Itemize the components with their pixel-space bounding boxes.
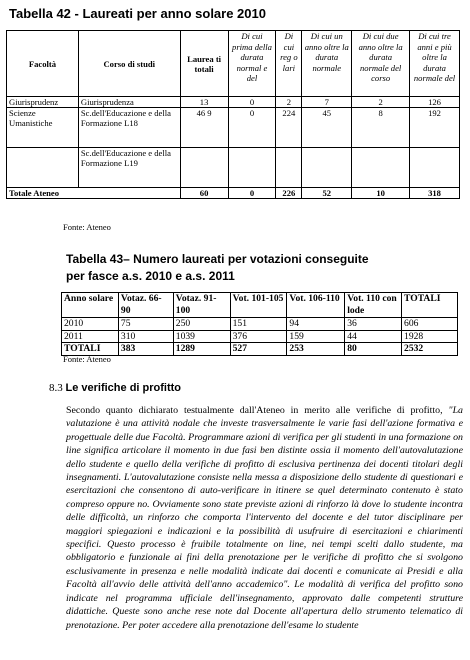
cell-tre-anni: 192	[410, 108, 460, 148]
cell-due-anni	[352, 148, 410, 188]
cell: 2010	[62, 318, 119, 331]
table43-title: Tabella 43– Numero laureati per votazioni conseguite per fasce a.s. 2010 e a.s. 2011	[66, 252, 369, 283]
cell-due-anni: 8	[352, 108, 410, 148]
table42-title: Tabella 42 - Laureati per anno solare 2010	[9, 6, 266, 21]
table43-header-row	[62, 293, 458, 318]
section-heading	[49, 382, 181, 394]
cell: 253	[287, 343, 345, 356]
cell: 159	[287, 330, 345, 343]
cell: 1928	[402, 330, 458, 343]
table-row	[7, 97, 460, 108]
cell: 606	[402, 318, 458, 331]
table-row	[7, 148, 460, 188]
table43	[61, 292, 458, 356]
header-totali: TOTALI	[402, 293, 458, 318]
table42-source: Fonte: Ateneo	[63, 222, 111, 232]
header-due-anni: Di cui due anno oltre la durata normale del corso	[352, 31, 410, 97]
table42	[6, 30, 460, 199]
cell-tre-anni: 126	[410, 97, 460, 108]
total-prima: 0	[228, 188, 276, 199]
cell: 1289	[173, 343, 230, 356]
cell: 151	[230, 318, 287, 331]
cell-prima: 0	[228, 108, 276, 148]
header-facolta: Facoltà	[7, 31, 79, 97]
cell-due-anni: 2	[352, 97, 410, 108]
body-paragraph	[66, 404, 463, 632]
cell-corso: Sc.dell'Educazione e della Formazione L19	[78, 148, 180, 188]
table42-header-row	[7, 31, 460, 97]
cell-laureati: 46 9	[180, 108, 228, 148]
cell: 75	[118, 318, 173, 331]
cell-facolta	[7, 148, 79, 188]
header-regolari: Di cui reg o lari	[276, 31, 302, 97]
total-label: Totale Ateneo	[7, 188, 181, 199]
cell-un-anno	[302, 148, 352, 188]
cell-corso: Sc.dell'Educazione e della Formazione L18	[78, 108, 180, 148]
cell-facolta: Scienze Umanistiche	[7, 108, 79, 148]
cell-prima	[228, 148, 276, 188]
cell: 250	[173, 318, 230, 331]
header-prima: Di cui prima della durata normal e del	[228, 31, 276, 97]
cell: 310	[118, 330, 173, 343]
cell: 44	[345, 330, 402, 343]
header-un-anno: Di cui un anno oltre la durata normale	[302, 31, 352, 97]
cell-un-anno: 7	[302, 97, 352, 108]
header-laureati: Laurea ti totali	[180, 31, 228, 97]
table-row	[7, 108, 460, 148]
header-corso: Corso di studi	[78, 31, 180, 97]
total-laureati: 60	[180, 188, 228, 199]
cell: 80	[345, 343, 402, 356]
table42-total-row	[7, 188, 460, 199]
cell: 2532	[402, 343, 458, 356]
cell-regolari: 2	[276, 97, 302, 108]
cell-facolta: Giurisprudenz	[7, 97, 79, 108]
total-regolari: 226	[276, 188, 302, 199]
cell: 94	[287, 318, 345, 331]
cell-corso: Giurisprudenza	[78, 97, 180, 108]
cell-regolari: 224	[276, 108, 302, 148]
header-vot-106-110: Vot. 106-110	[287, 293, 345, 318]
header-vot-101-105: Vot. 101-105	[230, 293, 287, 318]
section-title: Le verifiche di profitto	[65, 382, 182, 394]
header-anno: Anno solare	[62, 293, 119, 318]
header-votaz-91-100: Votaz. 91-100	[173, 293, 230, 318]
total-tre-anni: 318	[410, 188, 460, 199]
table43-total-row	[62, 343, 458, 356]
cell: 2011	[62, 330, 119, 343]
header-votaz-66-90: Votaz. 66-90	[118, 293, 173, 318]
header-tre-anni: Di cui tre anni e più oltre la durata normale del	[410, 31, 460, 97]
table-row	[62, 330, 458, 343]
cell-laureati	[180, 148, 228, 188]
cell-tre-anni	[410, 148, 460, 188]
cell: 527	[230, 343, 287, 356]
cell-prima: 0	[228, 97, 276, 108]
header-vot-110-lode: Vot. 110 con lode	[345, 293, 402, 318]
cell-laureati: 13	[180, 97, 228, 108]
body-quote: "La valutazione è una attività nodale che investe trasversalmente le varie fasi dell'azione formativa e progettuale delle due Facoltà. Programmare azioni di verifica per gli studenti in una formazione on line significa articolare il momento in due fasi ben distinte ossia il momento dell'autovalutazione dello studente e quello della verifiche di profitto di esclusiva pertinenza dei docenti titolari degli insegnamenti. L'autovalutazione consiste nella messa a disposizione dello studente di questionari e esercitazioni che consentono di auto-verificare in itinere se quel determinato contenuto è stato compreso oppure no. Ovviamente sono state previste azioni di rinforzo là dove lo studente incontra delle difficoltà, un rinforzo che comporta l'intervento del docente e del tutor disciplinare per maggiori spiegazioni e indicazioni e la possibilità di usufruire di esercitazioni e chiarimenti specifici. Questo processo è fruibile totalmente on line, nei tempi scelti dallo studente, ma obbligatorio e funzionale ai fini della prenotazione per le verifiche di profitto che si svolgono esclusivamente in presenza e nelle modalità indicate dai docenti e comunicate ai Presidi e alla Facoltà all'avvio delle attività dell'anno accademico". Le modalità di verifica del profitto sono indicate nel programma ufficiale dell'insegnamento, approvato dalle competenti strutture didattiche. Queste sono anche rese note dal Docente all'apertura dello strumento telematico di prenotazione. Per poter accedere alla prenotazione dell'esame lo studente	[66, 405, 463, 631]
cell-un-anno: 45	[302, 108, 352, 148]
cell: TOTALI	[62, 343, 119, 356]
table-row	[62, 318, 458, 331]
cell-regolari	[276, 148, 302, 188]
total-due-anni: 10	[352, 188, 410, 199]
cell: 1039	[173, 330, 230, 343]
body-intro: Secondo quanto dichiarato testualmente dall'Ateneo in merito alle verifiche di profitto,	[66, 405, 449, 416]
cell: 36	[345, 318, 402, 331]
total-un-anno: 52	[302, 188, 352, 199]
cell: 376	[230, 330, 287, 343]
cell: 383	[118, 343, 173, 356]
table43-source: Fonte: Ateneo	[63, 354, 111, 364]
section-number: 8.3	[49, 382, 63, 394]
